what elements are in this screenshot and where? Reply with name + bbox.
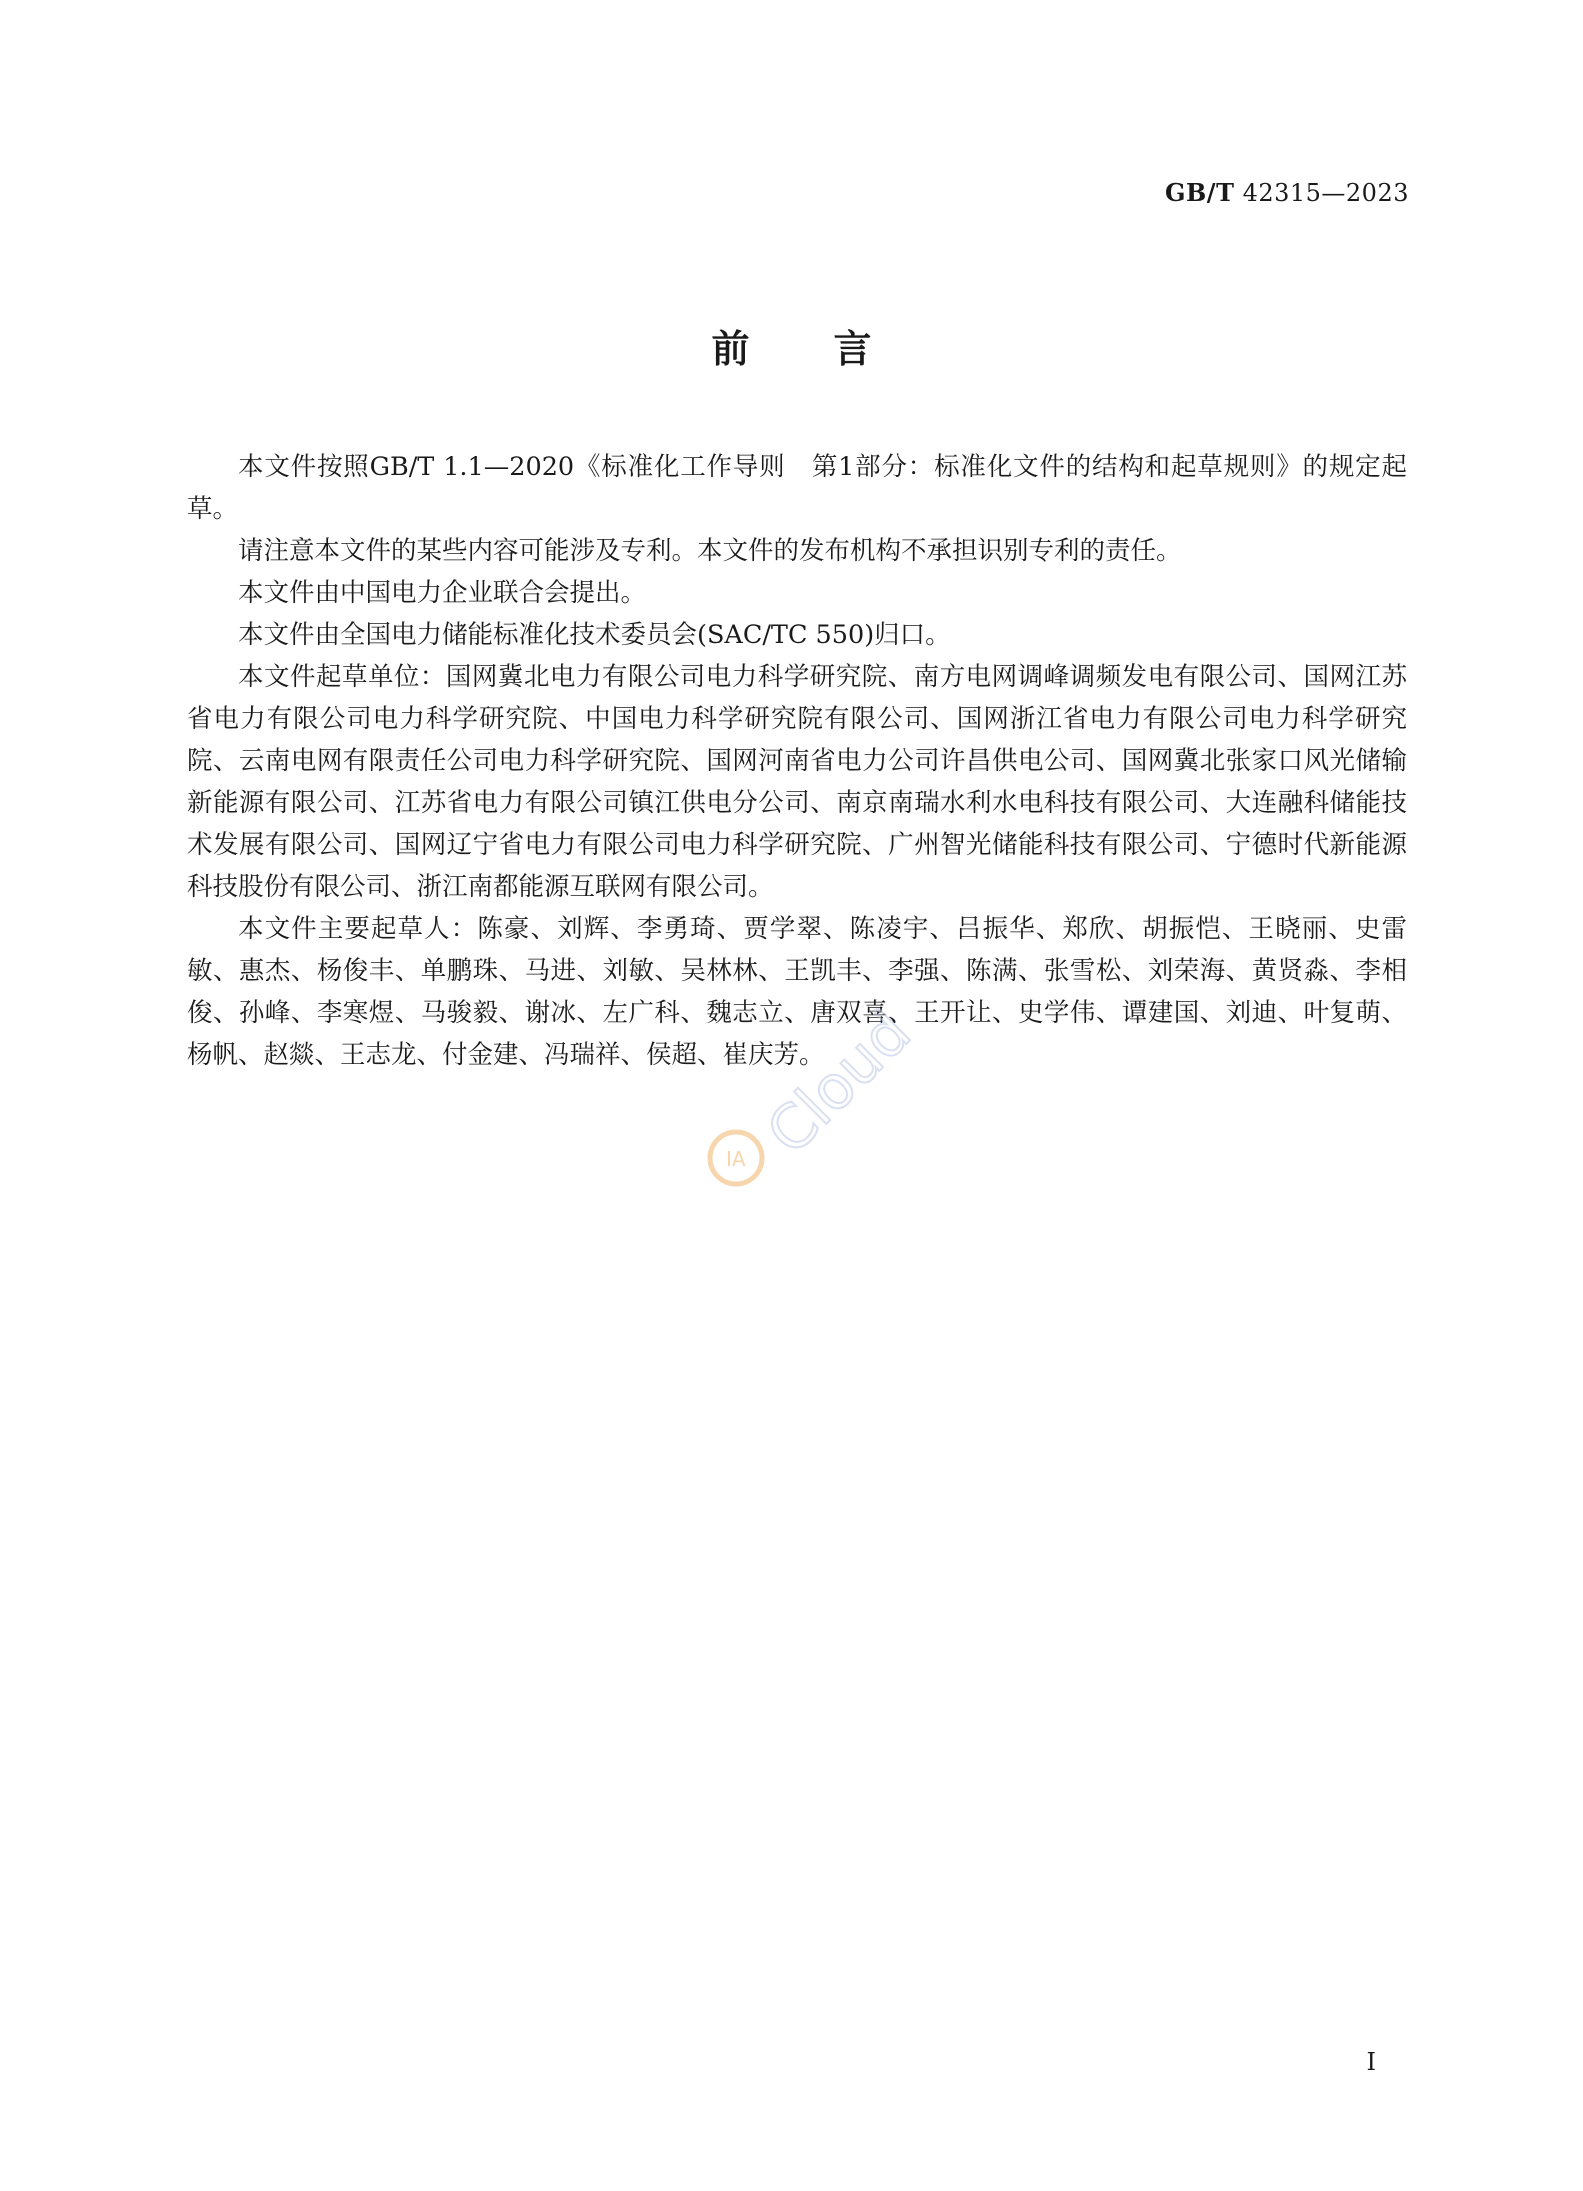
paragraph-drafting-rules: 本文件按照GB/T 1.1—2020《标准化工作导则 第1部分：标准化文件的结构和起草规则》的规定起草。 (187, 452, 1407, 524)
foreword-body (187, 446, 1407, 1076)
paragraph-proposer: 本文件由中国电力企业联合会提出。 (238, 578, 647, 608)
standard-number: 42315—2023 (1242, 179, 1409, 207)
paragraph-patent-notice: 请注意本文件的某些内容可能涉及专利。本文件的发布机构不承担识别专利的责任。 (238, 536, 1182, 566)
paragraph-administrator: 本文件由全国电力储能标准化技术委员会(SAC/TC 550)归口。 (238, 620, 951, 650)
iacloud-watermark-icon (694, 1008, 934, 1208)
paragraph-drafting-units: 本文件起草单位：国网冀北电力有限公司电力科学研究院、南方电网调峰调频发电有限公司、国网江苏省电力有限公司电力科学研究院、中国电力科学研究院有限公司、国网浙江省电力有限公司电力科学研究院、云南电网有限责任公司电力科学研究院、国网河南省电力公司许昌供电公司、国网冀北张家口风光储输新能源有限公司、江苏省电力有限公司镇江供电分公司、南京南瑞水利水电科技有限公司、大连融科储能技术发展有限公司、国网辽宁省电力有限公司电力科学研究院、广州智光储能科技有限公司、宁德时代新能源科技股份有限公司、浙江南都能源互联网有限公司。 (187, 662, 1407, 902)
page-number: I (1366, 2048, 1376, 2076)
page-title: 前言 (711, 327, 956, 371)
standard-prefix: GB/T (1165, 178, 1235, 207)
paragraph-drafters: 本文件主要起草人：陈豪、刘辉、李勇琦、贾学翠、陈凌宇、吕振华、郑欣、胡振恺、王晓丽、史雷敏、惠杰、杨俊丰、单鹏珠、马进、刘敏、吴林林、王凯丰、李强、陈满、张雪松、刘荣海、黄贤淼、李相俊、孙峰、李寒煜、马骏毅、谢冰、左广科、魏志立、唐双喜、王开让、史学伟、谭建国、刘迪、叶复萌、杨帆、赵燚、王志龙、付金建、冯瑞祥、侯超、崔庆芳。 (187, 914, 1407, 1070)
standard-code (1165, 178, 1409, 207)
watermark-text: Cloud (753, 1008, 925, 1169)
watermark-badge: IA (726, 1147, 746, 1171)
